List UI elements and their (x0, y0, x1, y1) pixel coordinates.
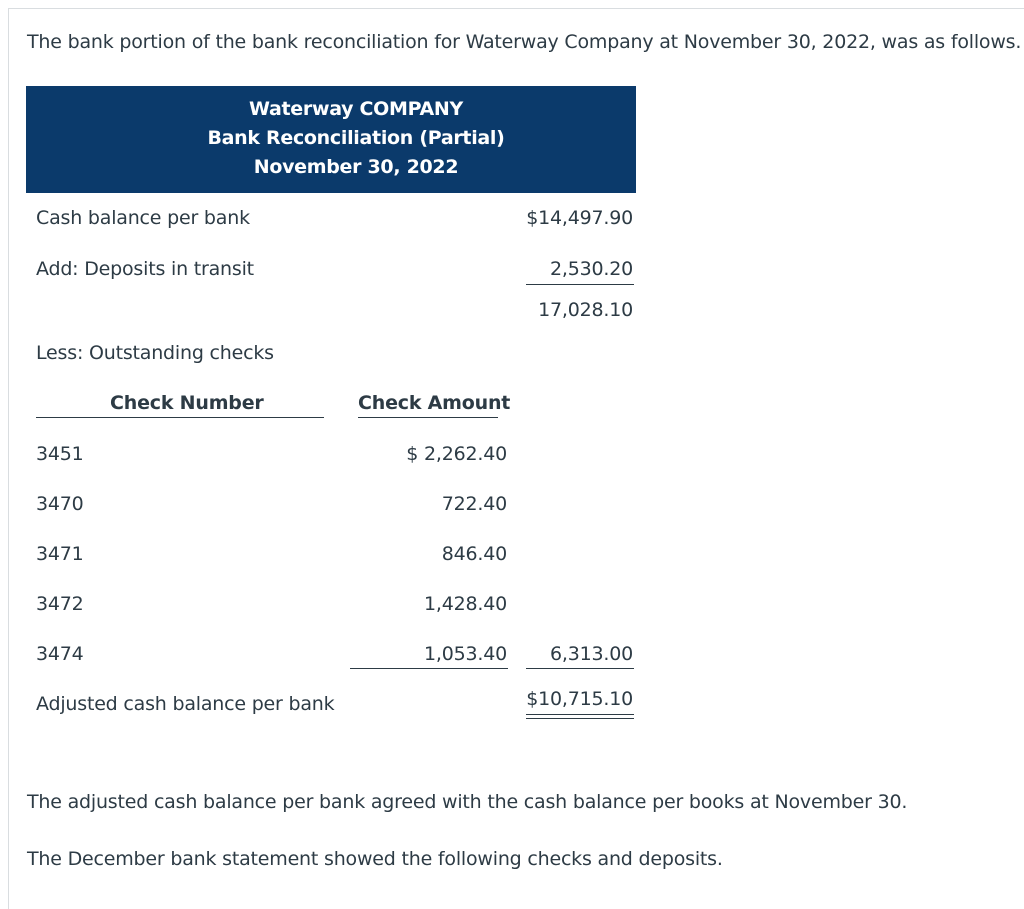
check-amount: 846.40 (441, 543, 507, 565)
check-amount: 1,428.40 (423, 593, 507, 615)
less-outstanding-label: Less: Outstanding checks (36, 342, 274, 364)
adjusted-balance-value: $10,715.10 (526, 688, 633, 710)
footer-line-1: The adjusted cash balance per bank agreed with the cash balance per books at November 30. (27, 791, 908, 813)
adjusted-balance-label: Adjusted cash balance per bank (36, 693, 335, 715)
check-number: 3451 (36, 443, 84, 465)
check-number: 3470 (36, 493, 84, 515)
check-number-header: Check Number (110, 392, 264, 414)
report-header (26, 86, 636, 193)
deposits-underline (526, 284, 634, 285)
check-amount-header-rule (358, 417, 498, 418)
deposits-value: 2,530.20 (549, 258, 633, 280)
footer-line-2: The December bank statement showed the following checks and deposits. (27, 848, 723, 870)
check-amount: 1,053.40 (423, 643, 507, 665)
checks-total-value: 6,313.00 (549, 643, 633, 665)
check-number: 3472 (36, 593, 84, 615)
company-name: Waterway COMPANY (249, 98, 463, 120)
check-number: 3471 (36, 543, 84, 565)
adjusted-double-underline (526, 714, 634, 719)
cash-balance-value: $14,497.90 (526, 207, 633, 229)
checks-total-underline (526, 668, 634, 669)
report-title: Bank Reconciliation (Partial) (207, 127, 505, 149)
check-amount: $ 2,262.40 (406, 443, 507, 465)
check-number-header-rule (36, 417, 324, 418)
check-amount: 722.40 (441, 493, 507, 515)
check-number: 3474 (36, 643, 84, 665)
deposits-label: Add: Deposits in transit (36, 258, 254, 280)
checks-underline (350, 668, 508, 669)
check-amount-header: Check Amount (358, 392, 511, 414)
report-date: November 30, 2022 (253, 156, 459, 178)
intro-text: The bank portion of the bank reconciliation for Waterway Company at November 30, 2022, was as follows. (27, 31, 1022, 53)
cash-balance-label: Cash balance per bank (36, 207, 250, 229)
subtotal-value: 17,028.10 (538, 299, 633, 321)
